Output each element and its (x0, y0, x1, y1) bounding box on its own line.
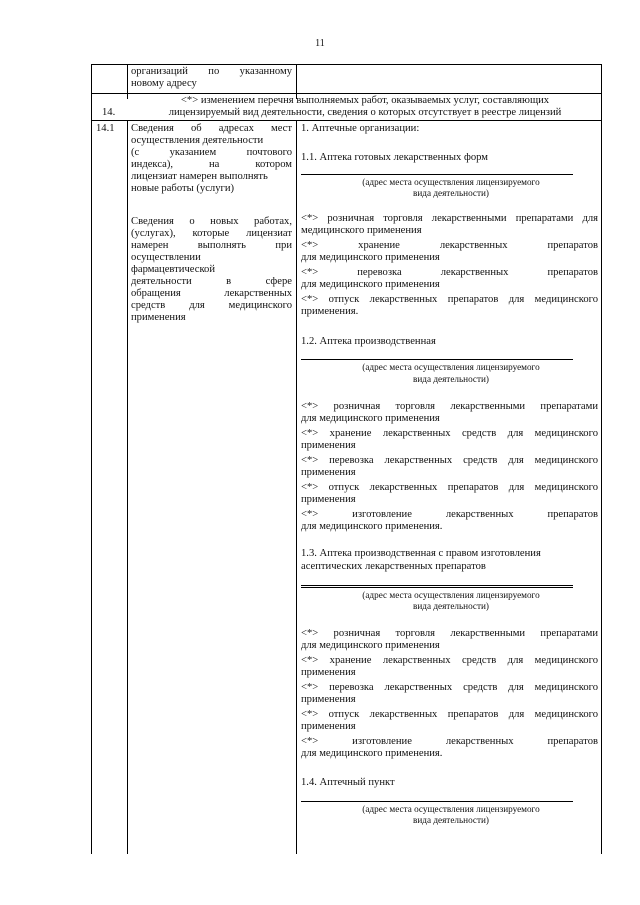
item-1-3-5-b: для медицинского применения. (301, 748, 443, 759)
item-1-3-4-b: применения (301, 721, 356, 732)
address-caption-2: вида деятельности) (413, 374, 489, 384)
left-block-2-line: применения (131, 312, 186, 323)
left-block-2-line: осуществлении (131, 252, 201, 263)
item-1-1-2-a: <*> хранение лекарственных препаратов (301, 240, 598, 251)
item-1-2-2-b: применения (301, 440, 356, 451)
item-1-1-1-a: <*> розничная торговля лекарственными препаратами для (301, 213, 598, 224)
item-1-3-1-a: <*> розничная торговля лекарственными препаратами (301, 628, 598, 639)
section-1-1-title: 1.1. Аптека готовых лекарственных форм (301, 152, 488, 163)
address-caption-1: (адрес места осуществления лицензируемого (362, 804, 540, 814)
page-number: 11 (315, 38, 325, 49)
item-1-2-3-a: <*> перевозка лекарственных средств для медицинского (301, 455, 598, 466)
address-caption-2: вида деятельности) (413, 601, 489, 611)
item-1-3-4-a: <*> отпуск лекарственных препаратов для медицинского (301, 709, 598, 720)
section-1-3-title: 1.3. Аптека производственная с правом изготовления (301, 548, 541, 559)
left-block-2-line: (услугах), которые лицензиат (131, 228, 292, 239)
address-line (301, 585, 573, 588)
item-1-3-5-a: <*> изготовление лекарственных препаратов (301, 736, 598, 747)
top-row-line-2: новому адресу (131, 78, 197, 89)
col-divider-4 (296, 120, 297, 854)
left-block-1-line: Сведения об адресах мест (131, 123, 292, 134)
row-divider-2 (91, 120, 602, 121)
item-1-2-4-a: <*> отпуск лекарственных препаратов для медицинского (301, 482, 598, 493)
row-divider-1 (91, 93, 602, 94)
item-1-1-4-b: применения. (301, 306, 359, 317)
left-block-2-line: обращения лекарственных (131, 288, 292, 299)
left-block-2-line: Сведения о новых работах, (131, 216, 292, 227)
row-14-text-1: <*> изменением перечня выполняемых работ, оказываемых услуг, составляющих (180, 95, 550, 106)
item-1-2-1-a: <*> розничная торговля лекарственными препаратами (301, 401, 598, 412)
item-1-1-1-b: медицинского применения (301, 225, 422, 236)
item-1-2-1-b: для медицинского применения (301, 413, 440, 424)
item-1-2-5-a: <*> изготовление лекарственных препаратов (301, 509, 598, 520)
address-caption-2: вида деятельности) (413, 188, 489, 198)
section-1-2-title: 1.2. Аптека производственная (301, 336, 436, 347)
left-block-2-line: намерен выполнять при (131, 240, 292, 251)
item-1-1-3-b: для медицинского применения (301, 279, 440, 290)
row-14-number: 14. (102, 107, 116, 118)
address-caption-1: (адрес места осуществления лицензируемого (362, 177, 540, 187)
section-heading: 1. Аптечные организации: (301, 123, 420, 134)
left-block-2-line: фармацевтической (131, 264, 216, 275)
address-caption-1: (адрес места осуществления лицензируемого (362, 362, 540, 372)
item-1-3-2-b: применения (301, 667, 356, 678)
left-block-1-line: осуществления деятельности (131, 135, 264, 146)
address-line (301, 359, 573, 360)
section-1-4-title: 1.4. Аптечный пункт (301, 777, 395, 788)
section-1-3-title-2: асептических лекарственных препаратов (301, 561, 486, 572)
item-1-2-2-a: <*> хранение лекарственных средств для медицинского (301, 428, 598, 439)
item-1-1-3-a: <*> перевозка лекарственных препаратов (301, 267, 598, 278)
address-caption-2: вида деятельности) (413, 815, 489, 825)
item-1-3-1-b: для медицинского применения (301, 640, 440, 651)
item-1-1-4-a: <*> отпуск лекарственных препаратов для медицинского (301, 294, 598, 305)
left-block-1-line: новые работы (услуги) (131, 183, 235, 194)
item-1-2-4-b: применения (301, 494, 356, 505)
row-14-1-number: 14.1 (96, 123, 115, 134)
left-block-1-line: индекса), на котором (131, 159, 292, 170)
address-caption-1: (адрес места осуществления лицензируемого (362, 590, 540, 600)
item-1-2-5-b: для медицинского применения. (301, 521, 443, 532)
item-1-3-3-a: <*> перевозка лекарственных средств для медицинского (301, 682, 598, 693)
left-block-2-line: средств для медицинского (131, 300, 292, 311)
item-1-2-3-b: применения (301, 467, 356, 478)
row-14-text-2: лицензируемый вид деятельности, сведения о которых отсутствует в реестре лицензий (168, 107, 562, 118)
col-divider-3 (127, 120, 128, 854)
left-block-1-line: (с указанием почтового (131, 147, 292, 158)
left-block-1-line: лицензиат намерен выполнять (131, 171, 268, 182)
top-row-line-1: организаций по указанному (131, 66, 292, 77)
address-line (301, 801, 573, 802)
item-1-3-2-a: <*> хранение лекарственных средств для медицинского (301, 655, 598, 666)
item-1-1-2-b: для медицинского применения (301, 252, 440, 263)
address-line (301, 174, 573, 175)
left-block-2-line: деятельности в сфере (131, 276, 292, 287)
item-1-3-3-b: применения (301, 694, 356, 705)
